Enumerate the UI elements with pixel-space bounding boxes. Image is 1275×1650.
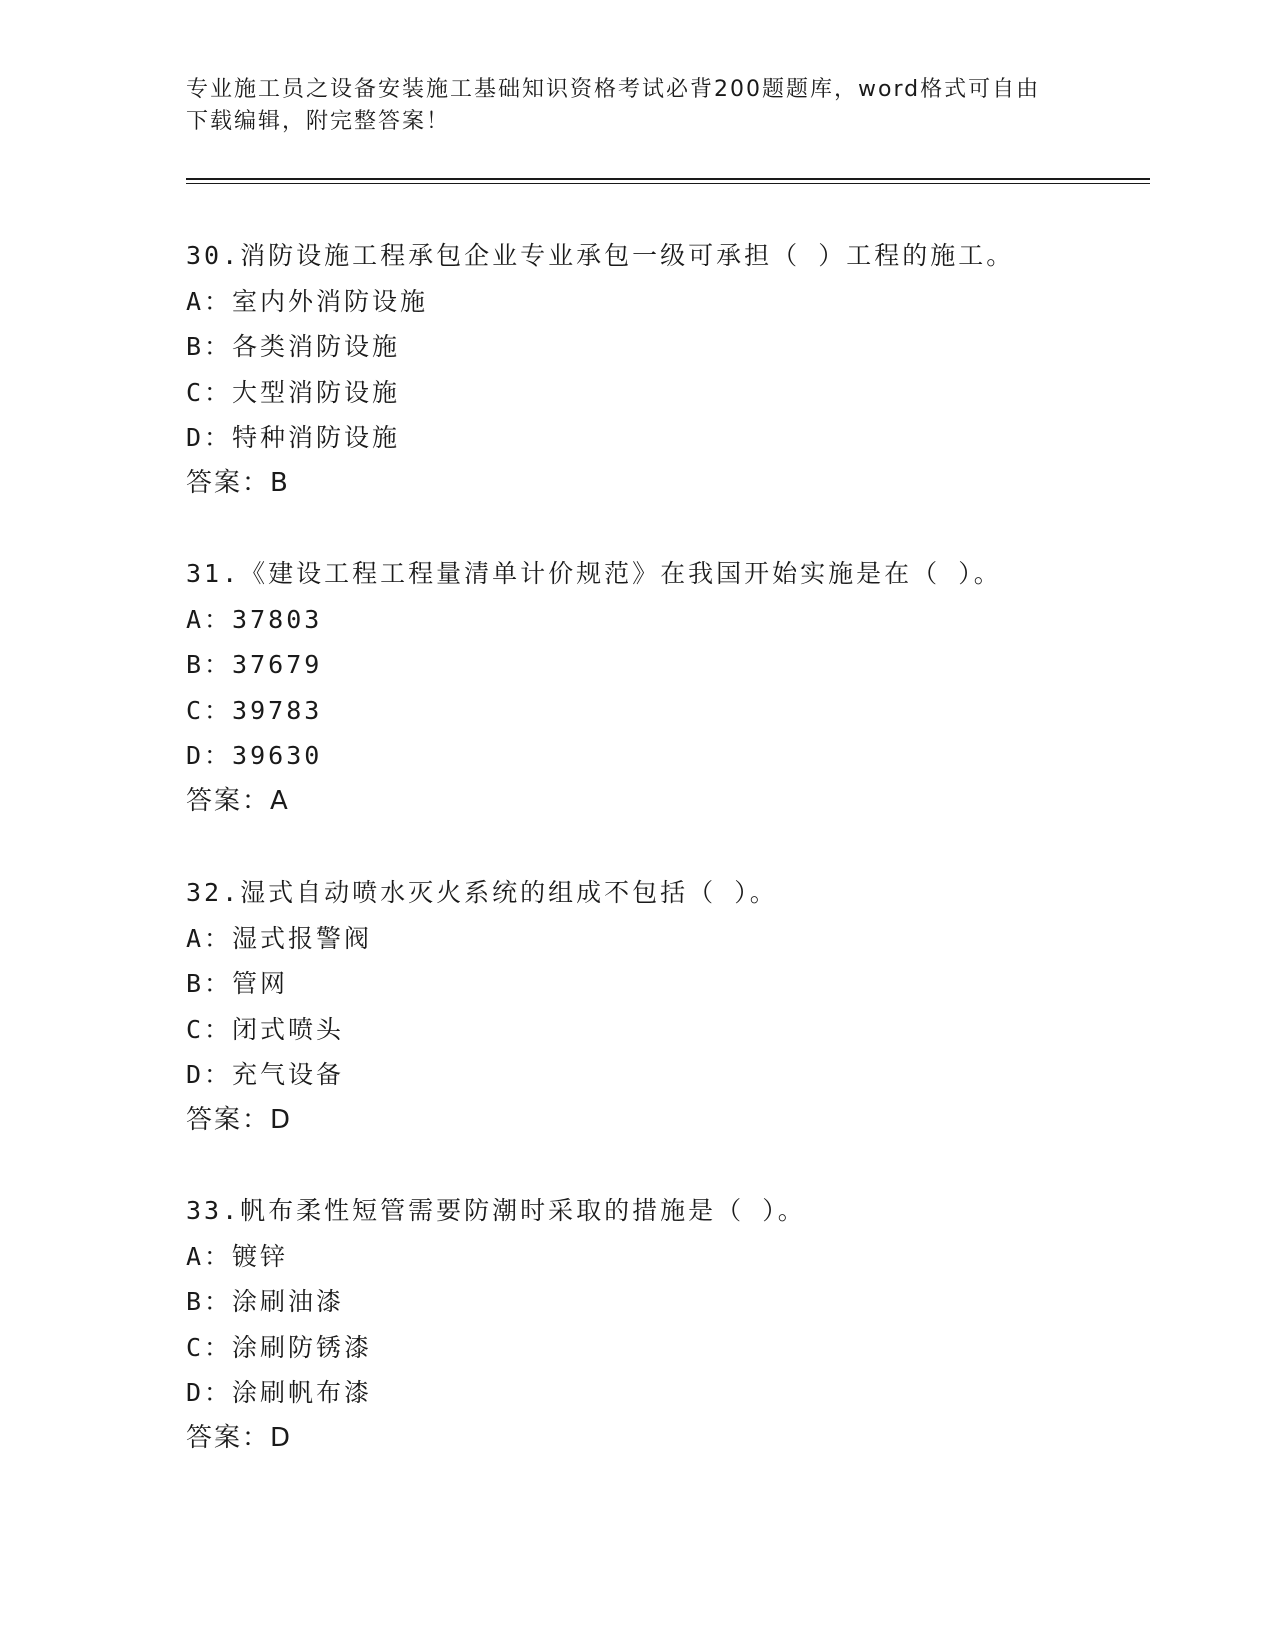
question-title: 33.帆布柔性短管需要防潮时采取的措施是（ ）。	[186, 1196, 806, 1225]
answer: 答案：A	[186, 785, 290, 816]
answer: 答案：B	[186, 467, 290, 498]
question-title: 31.《建设工程工程量清单计价规范》在我国开始实施是在（ ）。	[186, 559, 1002, 588]
question-31	[186, 551, 1146, 824]
option-c: C：闭式喷头	[186, 1014, 345, 1044]
option-c: C：涂刷防锈漆	[186, 1332, 373, 1362]
option-b: B：涂刷油漆	[186, 1287, 345, 1316]
header-divider-thick	[186, 178, 1150, 180]
option-b: B：37679	[186, 650, 323, 679]
question-title: 30.消防设施工程承包企业专业承包一级可承担（ ）工程的施工。	[186, 241, 1015, 270]
option-b: B：管网	[186, 969, 289, 998]
answer: 答案：D	[186, 1422, 293, 1453]
header-divider-thin	[186, 183, 1150, 184]
option-c: C：大型消防设施	[186, 377, 401, 407]
header-line-2: 下载编辑，附完整答案！	[186, 109, 451, 134]
option-d: D：涂刷帆布漆	[186, 1378, 373, 1407]
question-32	[186, 870, 1146, 1143]
option-a: A：37803	[186, 604, 323, 634]
option-a: A：湿式报警阀	[186, 923, 373, 953]
option-d: D：特种消防设施	[186, 423, 401, 452]
document-header	[186, 74, 1066, 138]
question-33	[186, 1188, 1146, 1461]
header-line-1: 专业施工员之设备安装施工基础知识资格考试必背200题题库，word格式可自由	[186, 77, 1041, 102]
answer: 答案：D	[186, 1104, 293, 1135]
option-b: B：各类消防设施	[186, 332, 401, 361]
option-a: A：镀锌	[186, 1241, 289, 1271]
option-a: A：室内外消防设施	[186, 286, 429, 316]
option-c: C：39783	[186, 695, 323, 725]
option-d: D：39630	[186, 741, 323, 770]
option-d: D：充气设备	[186, 1060, 345, 1089]
question-title: 32.湿式自动喷水灭火系统的组成不包括（ ）。	[186, 878, 778, 907]
question-30	[186, 233, 1146, 506]
